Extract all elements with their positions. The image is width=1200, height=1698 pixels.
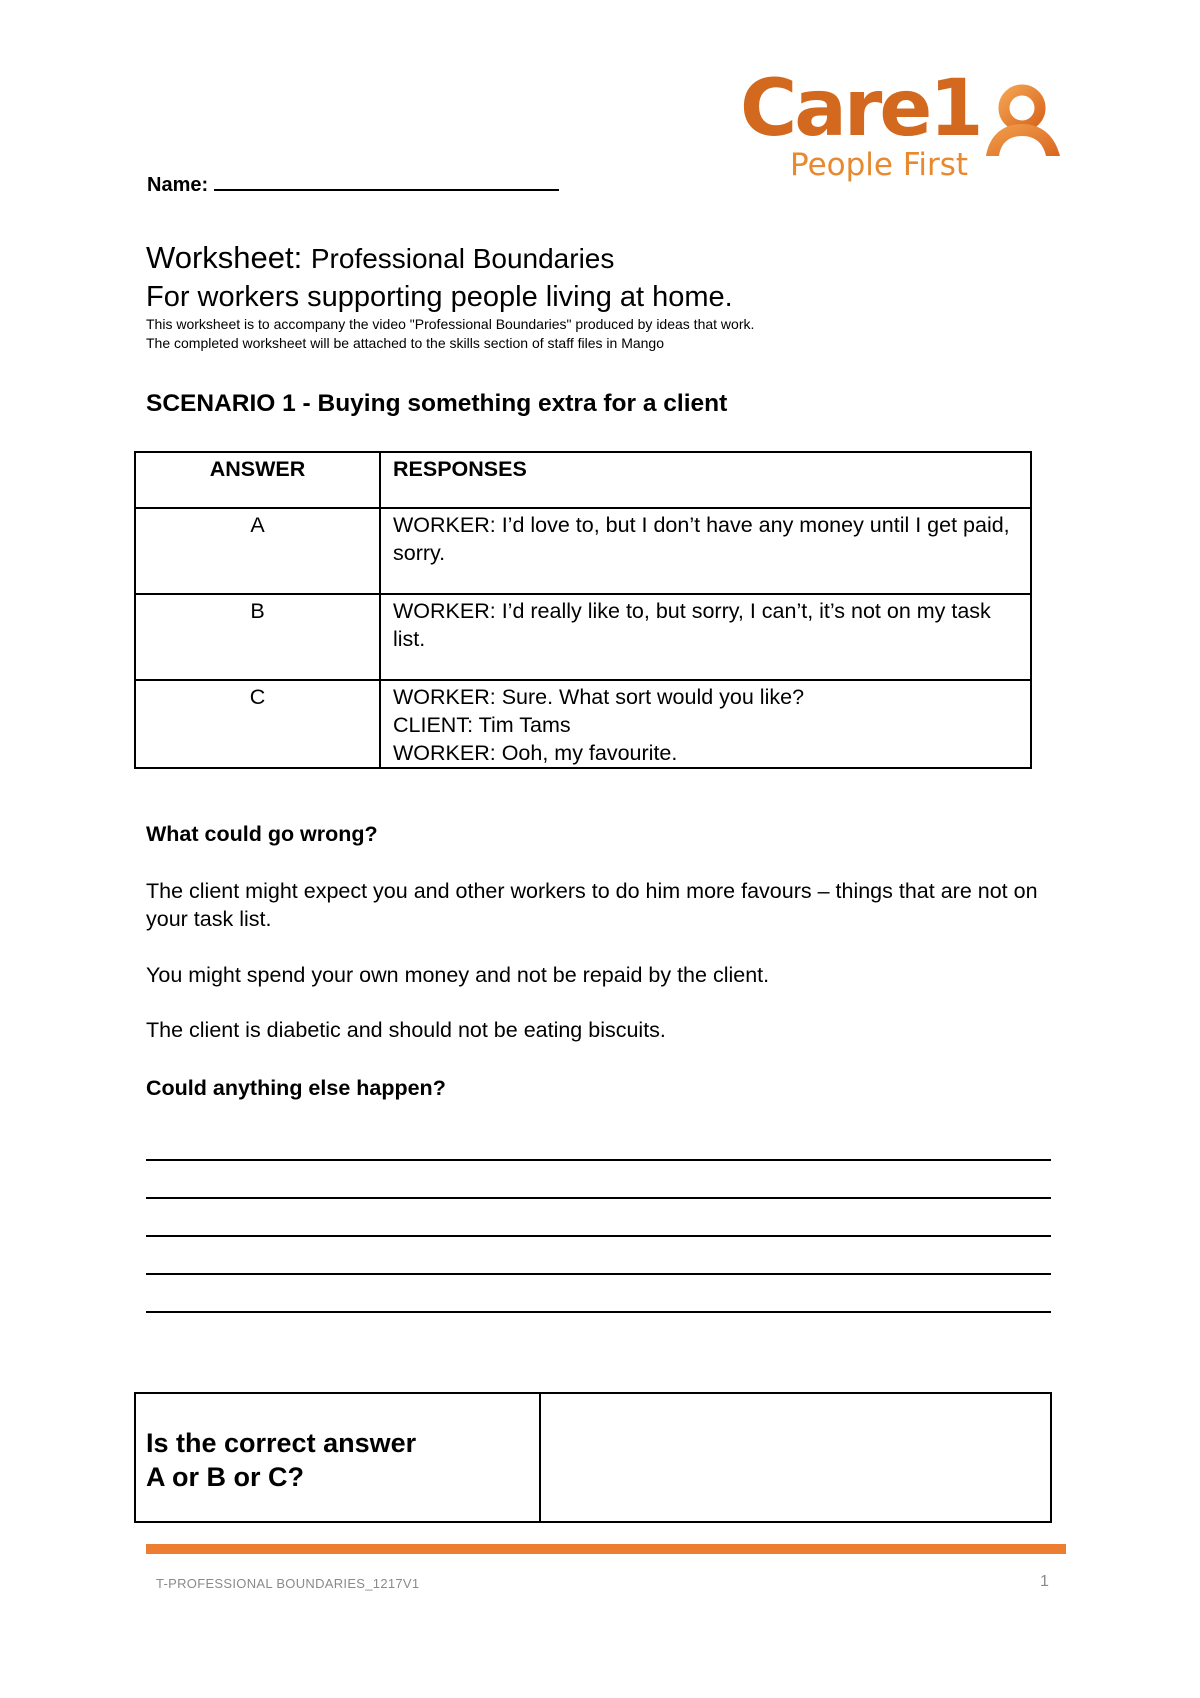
title-topic: Professional Boundaries (310, 243, 615, 274)
what-could-go-wrong-heading: What could go wrong? (146, 822, 378, 846)
name-input-line[interactable] (214, 172, 559, 191)
table-header-row (135, 452, 1031, 508)
question-line: A or B or C? (146, 1462, 304, 1492)
response-cell (380, 594, 1031, 680)
name-label: Name: (147, 174, 209, 196)
correct-answer-question (146, 1426, 416, 1494)
answer-line[interactable] (146, 1311, 1051, 1313)
answer-column-header: ANSWER (135, 452, 380, 508)
care1-logo (740, 64, 1070, 195)
footer-accent-bar (146, 1544, 1066, 1554)
responses-table (134, 451, 1032, 769)
anything-else-heading: Could anything else happen? (146, 1076, 446, 1100)
response-line: WORKER: Ooh, my favourite. (393, 741, 678, 765)
correct-answer-table (134, 1392, 1052, 1523)
worksheet-subtitle: For workers supporting people living at home. (146, 281, 733, 313)
intro-text (146, 315, 754, 353)
response-line: WORKER: I’d love to, but I don’t have any money until I get paid, sorry. (393, 513, 1010, 565)
response-cell (380, 680, 1031, 768)
document-code: T-PROFESSIONAL BOUNDARIES_1217V1 (156, 1576, 420, 1591)
table-row (135, 594, 1031, 680)
answer-line[interactable] (146, 1159, 1051, 1161)
response-cell (380, 508, 1031, 594)
response-line: WORKER: I’d really like to, but sorry, I can’t, it’s not on my task list. (393, 599, 991, 651)
answer-letter: B (135, 594, 380, 680)
table-divider (539, 1394, 541, 1521)
scenario-title: SCENARIO 1 - Buying something extra for a client (146, 390, 728, 417)
risk-point: The client might expect you and other workers to do him more favours – things that are not on your task list. (146, 879, 1038, 931)
intro-line: This worksheet is to accompany the video "Professional Boundaries" produced by ideas that work. (146, 316, 755, 332)
answer-line[interactable] (146, 1197, 1051, 1199)
responses-column-header: RESPONSES (380, 452, 1031, 508)
table-row (135, 680, 1031, 768)
correct-answer-field[interactable] (542, 1394, 1050, 1521)
answer-line[interactable] (146, 1273, 1051, 1275)
answer-letter: A (135, 508, 380, 594)
person-icon (980, 78, 1065, 158)
name-field-row (147, 172, 559, 197)
table-row (135, 508, 1031, 594)
logo-wordmark: Care1 (740, 64, 981, 154)
response-line: WORKER: Sure. What sort would you like? (393, 685, 805, 709)
intro-line: The completed worksheet will be attached to the skills section of staff files in Mango (146, 335, 665, 351)
risk-point: The client is diabetic and should not be eating biscuits. (146, 1018, 666, 1042)
title-prefix: Worksheet: (146, 240, 303, 275)
answer-line[interactable] (146, 1235, 1051, 1237)
risk-point: You might spend your own money and not be repaid by the client. (146, 963, 770, 987)
question-line: Is the correct answer (146, 1428, 417, 1458)
logo-tagline: People First (790, 147, 969, 183)
worksheet-title (146, 240, 614, 277)
answer-letter: C (135, 680, 380, 768)
response-line: CLIENT: Tim Tams (393, 713, 571, 737)
page-number: 1 (1040, 1573, 1049, 1590)
